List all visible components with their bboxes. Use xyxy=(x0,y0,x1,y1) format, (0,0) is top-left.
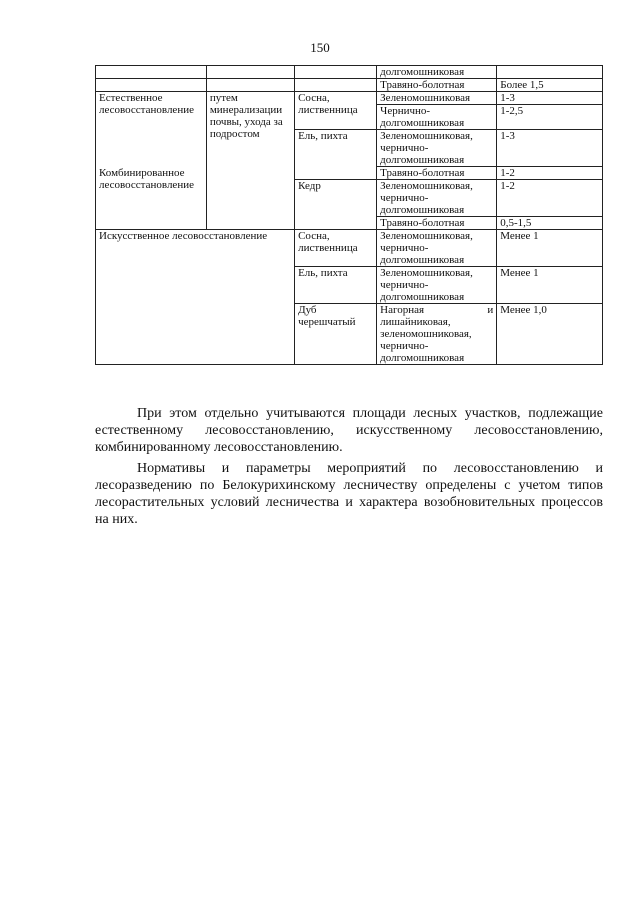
cell-text: и xyxy=(487,304,494,316)
cell-text: Нагорная xyxy=(380,304,425,316)
paragraph xyxy=(95,460,603,528)
paragraph-text: При этом отдельно учитываются площади лесных участков, подлежащие естественному лесовосстановлению, искусственному лесовосстановлению, комбинированному лесовосстановлению. xyxy=(95,406,603,455)
reforestation-table xyxy=(95,65,603,365)
table-cell: Менее 1,0 xyxy=(497,304,603,365)
table-cell: Травяно-болотная xyxy=(377,217,497,230)
page-number: 150 xyxy=(310,40,330,55)
table-cell xyxy=(295,66,377,79)
paragraph-text: Нормативы и параметры мероприятий по лесовосстановлению и лесоразведению по Белокурихинскому лесничеству определены с учетом типов лесорастительных условий лесничества и характера возобновительных процессов на них. xyxy=(95,461,603,527)
table-cell: Травяно-болотная xyxy=(377,167,497,180)
table-cell xyxy=(377,304,497,365)
method-cell-combined: Комбинированное лесовосстановление xyxy=(96,167,207,230)
table-cell: Зеленомошниковая xyxy=(377,92,497,105)
method-cell-artificial: Искусственное лесовосстановление xyxy=(96,230,295,365)
table-cell xyxy=(497,66,603,79)
table-cell: Чернично-долгомошниковая xyxy=(377,105,497,130)
table-cell: 0,5-1,5 xyxy=(497,217,603,230)
cell-text: лишайниковая, зеленомошниковая, чернично-долгомошниковая xyxy=(380,316,472,364)
justified-line xyxy=(380,304,493,316)
species-cell: Сосна, лиственница xyxy=(295,230,377,267)
table-cell: Зеленомошниковая, чернично-долгомошниковая xyxy=(377,267,497,304)
table-cell: Более 1,5 xyxy=(497,79,603,92)
table-row xyxy=(96,66,603,79)
table-cell: Зеленомошниковая, чернично-долгомошниковая xyxy=(377,180,497,217)
table-cell: 1-2 xyxy=(497,180,603,217)
table-cell: 1-3 xyxy=(497,92,603,105)
paragraph xyxy=(95,405,603,456)
table-cell: 1-2 xyxy=(497,167,603,180)
species-cell: Кедр xyxy=(295,180,377,230)
table-cell xyxy=(206,79,294,92)
method-detail-cell: путем минерализации почвы, ухода за подростом xyxy=(206,92,294,230)
table-cell xyxy=(96,66,207,79)
table-cell xyxy=(206,66,294,79)
table-cell: Менее 1 xyxy=(497,230,603,267)
table-row xyxy=(96,79,603,92)
method-cell-natural: Естественное лесовосстановление xyxy=(96,92,207,167)
table-cell: Зеленомошниковая, чернично-долгомошниковая xyxy=(377,130,497,167)
table-cell: Менее 1 xyxy=(497,267,603,304)
species-cell: Ель, пихта xyxy=(295,267,377,304)
table-cell: 1-3 xyxy=(497,130,603,167)
table-cell xyxy=(96,79,207,92)
table-cell: Зеленомошниковая, чернично-долгомошниковая xyxy=(377,230,497,267)
table-cell: 1-2,5 xyxy=(497,105,603,130)
table-cell xyxy=(295,79,377,92)
species-cell: Дуб черешчатый xyxy=(295,304,377,365)
table-row xyxy=(96,230,603,267)
table-cell: Травяно-болотная xyxy=(377,79,497,92)
species-cell: Сосна, лиственница xyxy=(295,92,377,130)
table-row xyxy=(96,92,603,105)
table-cell: долгомошниковая xyxy=(377,66,497,79)
species-cell: Ель, пихта xyxy=(295,130,377,180)
